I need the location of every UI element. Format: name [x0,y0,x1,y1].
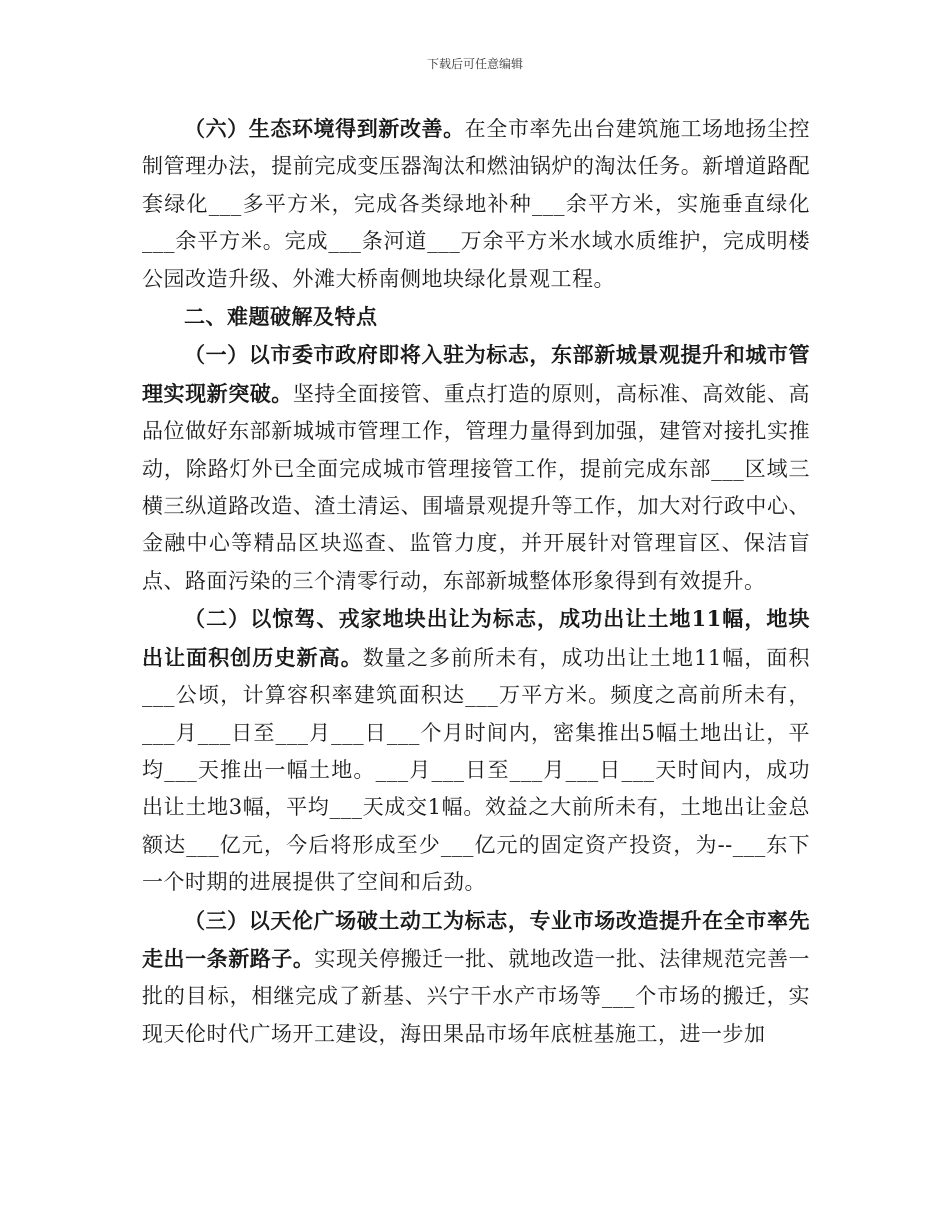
section-heading-text: 二、难题破解及特点 [184,304,378,330]
section-heading-2 [142,298,810,336]
paragraph-market-upgrade [142,902,810,1054]
paragraph-heading: （二）以惊驾、戎家地块出让为标志，成功出让土地11幅，地块出让面积创历史新高。 [142,606,810,670]
paragraph-heading: （一）以市委市政府即将入驻为标志，东部新城景观提升和城市管理实现新突破。 [142,342,810,406]
paragraph-heading: （六）生态环境得到新改善。 [184,116,465,141]
paragraph-land-transfer [142,600,810,901]
paragraph-text: 在全市率先出台建筑施工场地扬尘控制管理办法，提前完成变压器淘汰和燃油锅炉的淘汰任务。新增道路配套绿化___多平方米，完成各类绿地补种___余平方米，实施垂直绿化___余平方米。完成___条河道___万余平方米水域水质维护，完成明楼公园改造升级、外滩大桥南侧地块绿化景观工程。 [142,117,811,291]
paragraph-ecology [142,110,810,298]
paragraph-east-newtown [142,336,810,600]
paragraph-heading: （三）以天伦广场破土动工为标志，专业市场改造提升在全市率先走出一条新路子。 [142,907,810,971]
document-body [142,110,810,1053]
paragraph-text: 数量之多前所未有，成功出让土地11幅，面积___公顷，计算容积率建筑面积达___万平方米。频度之高前所未有，___月___日至___月___日___个月时间内，密集推出5幅土地出让，平均___天推出一幅土地。___月___日至___月___日___天时间内，成功出让土地3幅，平均___天成交1幅。效益之大前所未有，土地出让金总额达___亿元，今后将形成至少___亿元的固定资产投资，为--___东下一个时期的进展提供了空间和后劲。 [142,645,810,895]
paragraph-text: 坚持全面接管、重点打造的原则，高标准、高效能、高品位做好东部新城城市管理工作，管理力量得到加强，建管对接扎实推动，除路灯外已全面完成城市管理接管工作，提前完成东部___区域三横三纵道路改造、渣土清运、围墙景观提升等工作，加大对行政中心、金融中心等精品区块巡查、监管力度，并开展针对管理盲区、保洁盲点、路面污染的三个清零行动，东部新城整体形象得到有效提升。 [142,381,811,593]
page-header: 下载后可任意编辑 [426,57,523,71]
paragraph-text: 实现关停搬迁一批、就地改造一批、法律规范完善一批的目标，相继完成了新基、兴宁干水产市场等___个市场的搬迁，实现天伦时代广场开工建设，海田果品市场年底桩基施工，进一步加 [142,946,811,1046]
